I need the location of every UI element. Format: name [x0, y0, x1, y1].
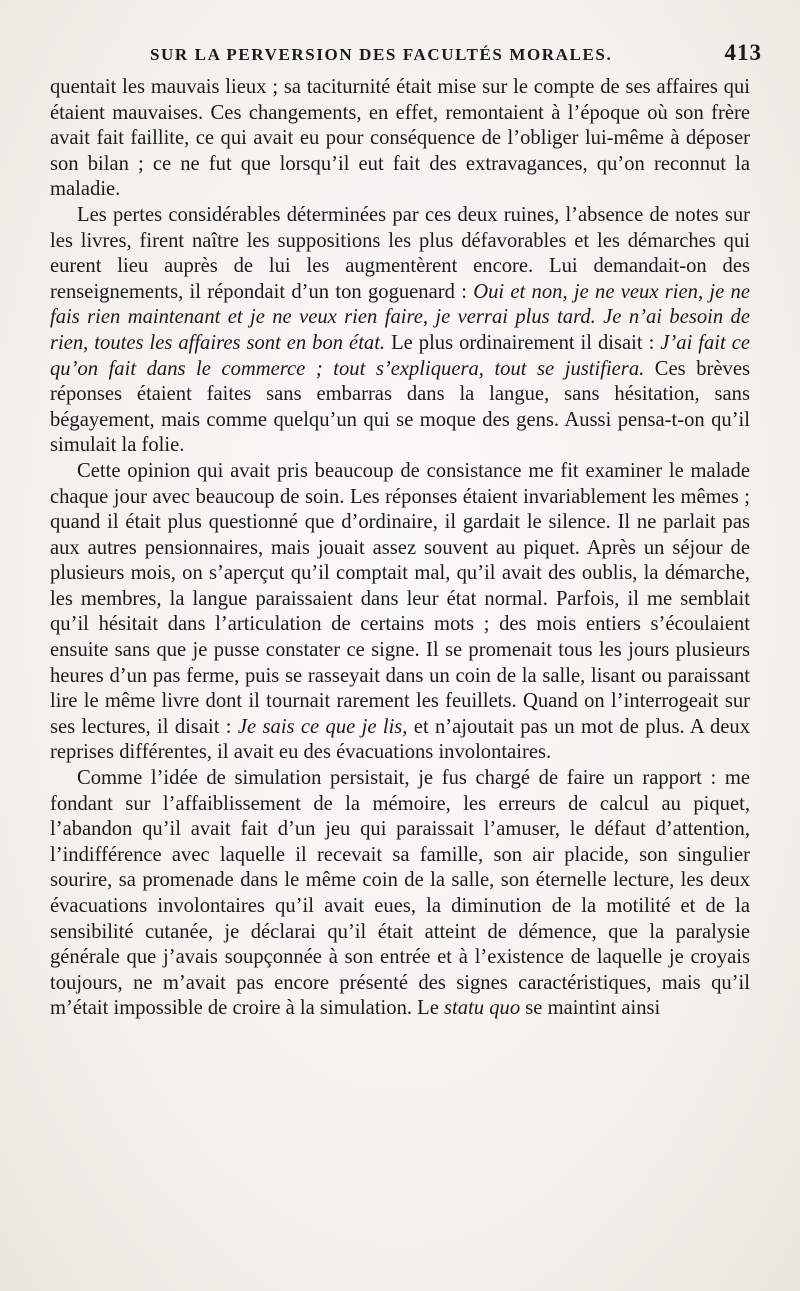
text-segment: Comme l’idée de simulation persistait, je fus chargé de faire un rapport : me fondant sur l’affaiblissement de la mémoire, les erreurs de calcul au piquet, l’abandon qu’il avait fait d’un jeu qui paraissait l’amuser, le défaut d’attention, l’indifférence avec laquelle il recevait sa famille, son air placide, son singulier sourire, sa promenade dans le même coin de la salle, son éternelle lecture, les deux évacuations involontaires qu’il avait eues, la diminution de la motilité et de la sensibilité cutanée, je déclarai qu’il était atteint de démence, que la paralysie générale que j’avais soupçonnée à son entrée et à l’existence de laquelle je croyais toujours, ne m’avait pas encore présenté des signes caractéristiques, mais qu’il m’était impossible de croire à la simulation. Le — [50, 767, 750, 1020]
italic-quotation: J’ai fait ce qu’on fait dans le commerce ; tout s’expliquera, tout se justifiera. — [50, 331, 750, 380]
running-head — [150, 40, 762, 70]
italic-quotation: Je sais ce que je lis, — [237, 715, 408, 738]
paragraph — [50, 203, 750, 459]
text-segment: et n’ajoutait pas un mot de plus. A deux reprises différentes, il avait eu des évacuations involontaires. — [50, 715, 751, 764]
text-segment: Ces brèves réponses étaient faites sans embarras dans la langue, sans hésitation, sans bégayement, mais comme quelqu’un qui se moque des gens. Aussi pensa-t-on qu’il simulait la folie. — [50, 357, 750, 457]
running-title: SUR LA PERVERSION DES FACULTÉS MORALES. — [150, 45, 613, 64]
paragraph — [50, 766, 750, 1022]
paragraph-continued — [50, 75, 750, 203]
text-segment: quentait les mauvais lieux ; sa taciturnité était mise sur le compte de ses affaires qui étaient mauvaises. Ces changements, en effet, remontaient à l’époque où son frère avait fait faillite, ce qui avait eu pour conséquence de l’obliger lui-même à déposer son bilan ; ce ne fut que lorsqu’il eut fait des extravagances, qu’on reconnut la maladie. — [50, 76, 750, 201]
text-segment: Cette opinion qui avait pris beaucoup de consistance me fit examiner le malade chaque jour avec beaucoup de soin. Les réponses étaient invariablement les mêmes ; quand il était plus questionné que d’ordinaire, il gardait le silence. Il ne parlait pas aux autres pensionnaires, mais jouait assez souvent au piquet. Après un séjour de plusieurs mois, on s’aperçut qu’il comptait mal, qu’il avait des oublis, la démarche, les membres, la langue paraissaient dans leur état normal. Parfois, il me semblait qu’il hésitait dans l’articulation de certains mots ; des mois entiers s’écoulaient ensuite sans que je pusse constater ce signe. Il se promenait tous les jours plusieurs heures d’un pas ferme, puis se rasseyait dans un coin de la salle, lisant ou paraissant lire le même livre dont il tournait rarement les feuillets. Quand on l’interrogeait sur ses lectures, il disait : — [50, 459, 750, 738]
body-text — [50, 75, 750, 1022]
text-segment: Le plus ordinairement il disait : — [385, 331, 661, 354]
text-segment: se maintint ainsi — [520, 997, 661, 1020]
italic-term: statu quo — [444, 997, 521, 1020]
page-number: 413 — [724, 40, 762, 65]
text-segment: Les pertes considérables déterminées par ces deux ruines, l’absence de notes sur les livres, firent naître les suppositions les plus défavorables et les démarches qui eurent lieu auprès de lui les augmentèrent encore. Lui demandait-on des renseignements, il répondait d’un ton goguenard : — [50, 203, 750, 303]
italic-quotation: Oui et non, je ne veux rien, je ne fais rien maintenant et je ne veux rien faire, je verrai plus tard. Je n’ai besoin de rien, toutes les affaires sont en bon état. — [50, 280, 750, 354]
paragraph — [50, 459, 750, 766]
